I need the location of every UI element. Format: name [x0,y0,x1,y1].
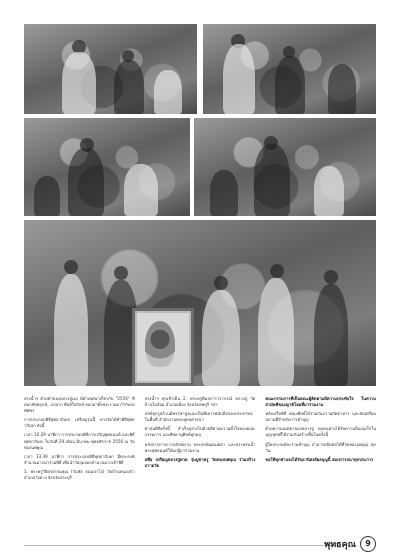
paragraph: การประกอบพิธีพุทธาภิเษก เหรียญรุ่นนี้ ทางวัดได้ทำพิธีพุทธาภิเษก ดังนี้ [24,417,135,429]
paragraph: 1. พระครูวิจิตรธรรมคุณ (วันชัย ธมฺมปาโล) วัดบ้านหนองบัว อำเภอวังม่วง จังหวัดสระบุรี [24,468,135,481]
paragraph: สรงน้ำฯ ด้วยตัวของหลวงปู่เอง มีคำเทศนาเกี่ยวกับ "2556" ที่ดอกชัยพฤกษ์...ลงจาก ศิษย์ใจปักษ์ ดอกอ่าตั้งพระรามผ กำกับลงทัศพร [24,396,135,414]
photo-ritual [194,118,376,216]
paragraph-highlight: ขอให้ทุกท่านจงได้รับอานิสงส์ผลบุญนี้ สมปรารถนาทุกประการ [265,456,374,462]
paragraph: หลังจากการถวายสังฆทาน พระสงฆ์แผ่เมตตา และประพรมน้ำพระพุทธมนต์ให้แก่ผู้มาร่วมงาน [144,441,256,453]
photo-group-portrait [24,220,376,386]
footer-divider [24,545,340,546]
article-column-2 [145,396,256,484]
article-column-3 [265,396,376,484]
framed-amulet-image [132,308,194,386]
paragraph: เวลา 13.39 นาฬิกา การประกอบพิธีพุทธาภิเษก มีพระสงฆ์จำนวนมากมาร่วมพิธี เพื่อนำวัตถุมงคลจำนวนมากเข้าพิธี [24,453,135,465]
article-body [24,396,376,484]
paragraph: ด้วยความเมตตาของหลวงปู่ ทุกคนต่างได้รับความอิ่มเอมใจในบุญกุศลที่ได้ร่วมกันสร้างขึ้นในครั้งนี้ [265,426,377,438]
paragraph: ศาสนพิธีครั้งนี้ สำเร็จลุล่วงไปด้วยดีตามความตั้งใจของคณะกรรมการ และศิษยานุศิษย์ทุกคน [144,426,256,438]
paragraph: สรงน้ำฯ ทุกเช้าเย็น 2. พระครูพิมลการวราภรณ์ หลวงปู่ วัดบ้านไผ่ล้อม อำเภอเมือง จังหวัดลพบุรี ฯลฯ [144,396,256,408]
magazine-brand: พุทธคุณ [324,540,356,550]
page-footer [324,536,376,552]
paragraph: หลังเสร็จพิธี คณะศิษย์ได้ร่วมกันถวายภัตตาหาร และจัดเตรียมสถานที่สำหรับการทำบุญ [265,411,377,423]
page-number: 9 [360,536,376,552]
paragraph: เวลา 10.29 นาฬิกา การประกอบพิธีการเจริญพุทธมนต์ และพิธีพุทธาภิเษก ในวันที่ 29 เดือน มีนาคม พุทธศักราช 2556 ณ วัดทองนพคุณ [24,432,135,450]
photo-monk-group [203,24,376,114]
paragraph-highlight: ลพื่อ เหรียญหลวงปู่ทวด รุ่นบูชาครู วัดทองนพคุณ ร่วมสร้างถวายวัด [144,456,256,468]
paragraph: ผู้ใดประสงค์จะร่วมทำบุญ สามารถติดต่อได้ที่วัดทองนพคุณ ทุกวัน [265,441,377,453]
paragraph-highlight: คณะกรรมการที่เป็นคณะผู้ติดตามมีความประทับใจ ในความสามัคคีของญาติโยมที่มาร่วมงาน [265,396,377,408]
photo-offering [24,118,190,216]
paragraph: สงฆ์ทุกรูปล้วนมีพรรษาสูงและเป็นที่เคารพนับถือของประชาชนในพื้นที่ สำนักงานพระพุทธศาสนา [144,411,253,423]
photo-ceremony-blessing [24,24,197,114]
article-column-1 [24,396,135,484]
